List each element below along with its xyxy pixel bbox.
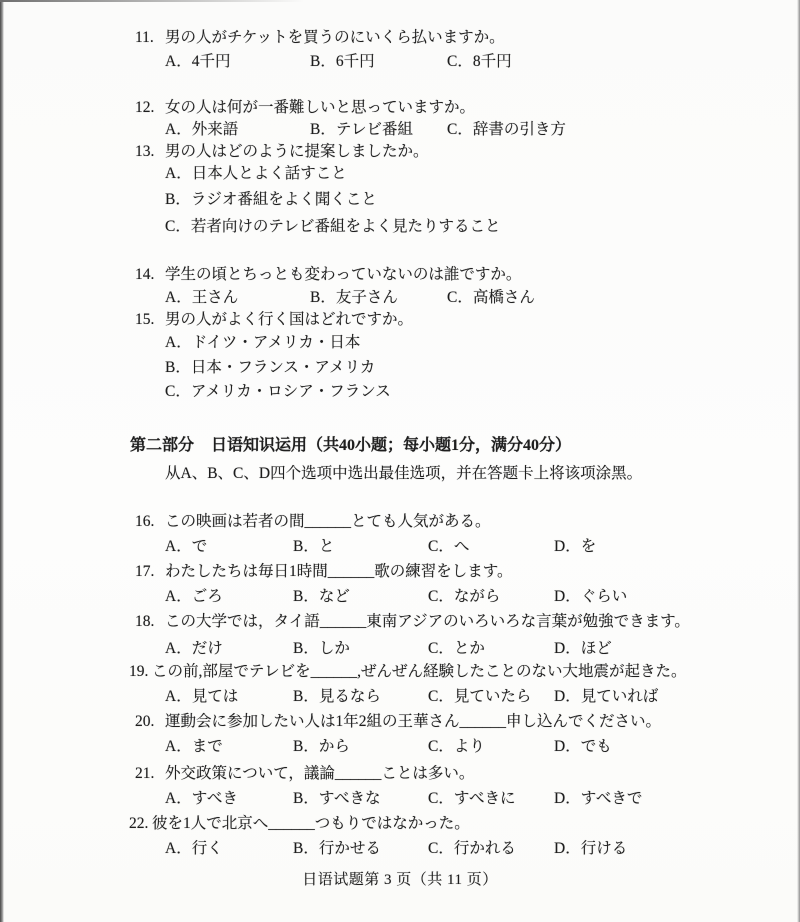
question-18-text: この大学では，タイ語______東南アジアのいろいろな言葉が勉強できます。 <box>165 613 690 630</box>
question-19-option-b: B．見るなら <box>293 688 381 705</box>
question-17-option-b: B．など <box>293 588 350 605</box>
question-14-option-c: C．高橋さん <box>447 289 535 306</box>
question-17-option-d: D．ぐらい <box>554 588 628 605</box>
question-15 <box>135 309 413 331</box>
question-16-number: 16. <box>135 513 155 530</box>
question-16-option-a: A．で <box>165 538 208 555</box>
question-19-text: この前,部屋でテレビを______,ぜんぜん経験したことのない大地震が起きた。 <box>152 663 687 680</box>
question-20 <box>135 711 661 733</box>
question-18-option-d: D．ほど <box>554 640 612 657</box>
question-13-option-c: C．若者向けのテレビ番組をよく見たりすること <box>165 218 501 235</box>
question-22-option-b: B．行かせる <box>293 840 381 857</box>
question-11-option-a: A．4千円 <box>165 53 231 70</box>
question-17-option-a: A．ごろ <box>165 588 223 605</box>
question-18-number: 18. <box>135 613 155 630</box>
question-12-option-b: B．テレビ番組 <box>310 121 414 138</box>
section-title: 日语知识运用（共40小题；每小题1分，满分40分） <box>211 437 572 454</box>
question-14-number: 14. <box>135 266 155 283</box>
question-19-option-c: C．見ていたら <box>428 688 532 705</box>
question-12-option-a: A．外来語 <box>165 121 239 138</box>
question-20-option-c: C．より <box>428 738 485 755</box>
question-18-option-b: B．しか <box>293 640 350 657</box>
question-12-number: 12. <box>135 99 155 116</box>
scan-edge-left <box>0 0 4 922</box>
question-14-option-a: A．王さん <box>165 289 239 306</box>
question-11-text: 男の人がチケットを買うのにいくら払いますか。 <box>165 29 505 46</box>
question-13-option-b: B．ラジオ番組をよく聞くこと <box>165 191 377 208</box>
question-11-option-c: C．8千円 <box>447 53 512 70</box>
question-15-option-c: C．アメリカ・ロシア・フランス <box>165 383 391 400</box>
section-header <box>130 435 571 457</box>
scan-edge-top <box>0 0 304 2</box>
question-19 <box>129 661 686 683</box>
question-22 <box>129 813 470 835</box>
question-16-option-d: D．を <box>554 538 597 555</box>
question-16-text: この映画は若者の間______とても人気がある。 <box>165 513 491 530</box>
question-21-text: 外交政策について，議論______ことは多い。 <box>165 765 475 782</box>
question-11-option-b: B．6千円 <box>310 53 375 70</box>
question-15-text: 男の人がよく行く国はどれですか。 <box>165 311 414 328</box>
page-footer: 日语试题第 3 页（共 11 页） <box>302 872 498 888</box>
question-17-number: 17. <box>135 563 155 580</box>
question-21-option-d: D．すべきで <box>554 790 643 807</box>
question-16-option-c: C．へ <box>428 538 470 555</box>
question-15-number: 15. <box>135 311 155 328</box>
question-15-option-a: A．ドイツ・アメリカ・日本 <box>165 334 361 351</box>
question-22-option-c: C．行かれる <box>428 840 516 857</box>
question-20-option-b: B．から <box>293 738 350 755</box>
question-19-option-d: D．見ていれば <box>554 688 659 705</box>
section-instruction: 从A、B、C、D四个选项中选出最佳选项，并在答题卡上将该项涂黑。 <box>165 465 643 482</box>
section-part-label: 第二部分 <box>130 437 195 454</box>
question-18-options <box>165 638 612 660</box>
question-11-number: 11. <box>135 29 154 46</box>
question-11 <box>135 27 505 49</box>
question-16 <box>135 511 491 533</box>
question-12 <box>135 97 475 119</box>
question-14-options <box>165 287 535 309</box>
question-21-number: 21. <box>135 765 155 782</box>
question-14-text: 学生の頃とちっとも変わっていないのは誰ですか。 <box>165 266 522 283</box>
question-11-options <box>165 51 512 73</box>
question-22-text: 彼を1人で北京へ______つもりではなかった。 <box>152 815 470 832</box>
question-18-option-c: C．とか <box>428 640 485 657</box>
question-15-option-b: B．日本・フランス・アメリカ <box>165 359 376 376</box>
question-19-number: 19. <box>129 663 149 680</box>
question-22-option-a: A．行く <box>165 840 223 857</box>
question-22-options <box>165 838 627 860</box>
question-14-option-b: B．友子さん <box>310 289 398 306</box>
question-20-option-d: D．でも <box>554 738 612 755</box>
question-17-text: わたしたちは毎日1時間______歌の練習をします。 <box>165 563 513 580</box>
question-20-text: 運動会に参加したい人は1年2組の王華さん______申し込んでください。 <box>165 713 662 730</box>
question-12-options <box>165 119 566 141</box>
question-21 <box>135 763 474 785</box>
question-17-option-c: C．ながら <box>428 588 501 605</box>
question-13 <box>135 141 429 163</box>
question-13-number: 13. <box>135 143 155 160</box>
question-12-option-c: C．辞書の引き方 <box>447 121 566 138</box>
question-13-text: 男の人はどのように提案しましたか。 <box>165 143 429 160</box>
question-21-option-c: C．すべきに <box>428 790 516 807</box>
question-20-number: 20. <box>135 713 155 730</box>
question-16-options <box>165 536 596 558</box>
question-18-option-a: A．だけ <box>165 640 223 657</box>
question-17 <box>135 561 513 583</box>
question-17-options <box>165 586 627 608</box>
question-21-option-b: B．すべきな <box>293 790 381 807</box>
question-19-options <box>165 686 658 708</box>
question-12-text: 女の人は何が一番難しいと思っていますか。 <box>165 99 476 116</box>
question-22-option-d: D．行ける <box>554 840 628 857</box>
question-18 <box>135 611 690 633</box>
question-14 <box>135 264 521 286</box>
question-21-option-a: A．すべき <box>165 790 238 807</box>
question-22-number: 22. <box>129 815 149 832</box>
question-19-option-a: A．見ては <box>165 688 239 705</box>
question-16-option-b: B．と <box>293 538 335 555</box>
question-13-option-a: A．日本人とよく話すこと <box>165 165 347 182</box>
question-20-option-a: A．まで <box>165 738 223 755</box>
question-21-options <box>165 788 642 810</box>
question-20-options <box>165 736 612 758</box>
